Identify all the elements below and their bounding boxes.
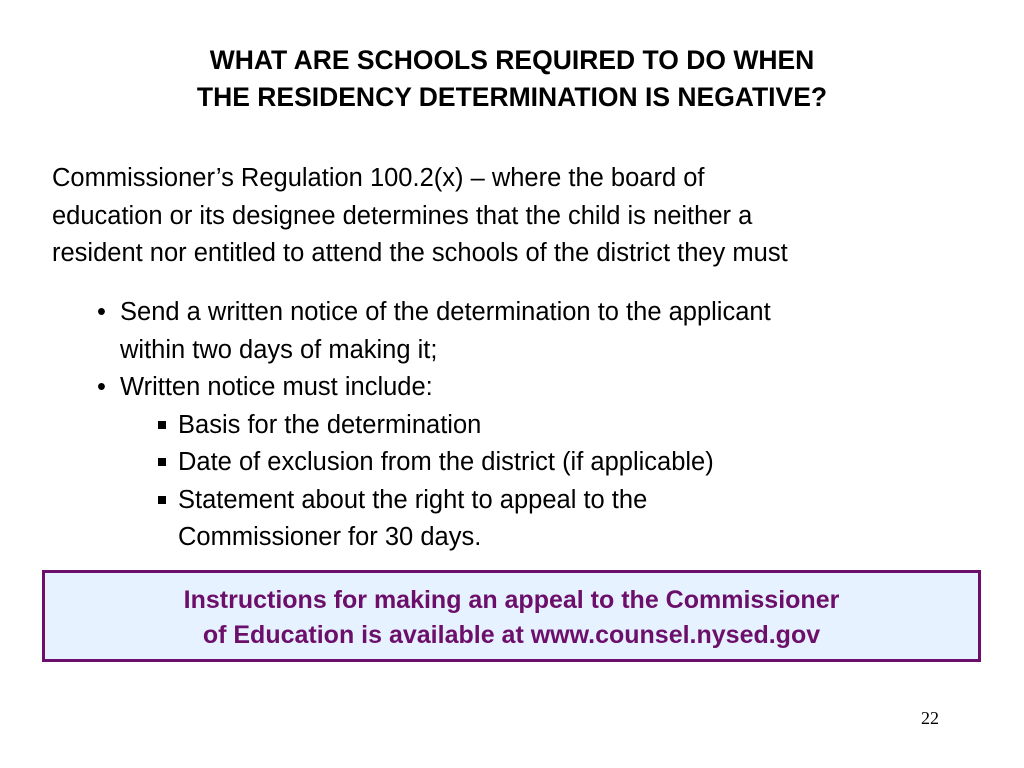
square-bullet-icon (158, 458, 166, 466)
slide-title-line: THE RESIDENCY DETERMINATION IS NEGATIVE? (196, 82, 828, 112)
slide-title (0, 42, 1024, 116)
bullet-item-notice-contents (0, 369, 1024, 407)
page-number: 22 (921, 708, 939, 728)
intro-paragraph (52, 160, 992, 273)
bullet-text-line: Written notice must include: (120, 373, 433, 401)
square-bullet-icon (158, 421, 166, 429)
sub-bullet-text-line: Commissioner for 30 days. (178, 523, 482, 551)
bullet-dot-icon: • (97, 298, 106, 326)
intro-line: resident nor entitled to attend the schools of the district they must (52, 239, 788, 267)
sub-bullet-list (0, 407, 1024, 557)
slide-title-line: WHAT ARE SCHOOLS REQUIRED TO DO WHEN (209, 45, 815, 75)
bullet-list (0, 294, 1024, 557)
callout-line: of Education is available at www.counsel.nysed.gov (202, 621, 821, 649)
sub-bullet-item-appeal-statement (120, 482, 1024, 557)
bullet-dot-icon: • (97, 373, 106, 401)
sub-bullet-text-line: Basis for the determination (178, 410, 482, 439)
bullet-text-line: within two days of making it; (120, 335, 438, 364)
bullet-text-line: Send a written notice of the determination to the applicant (120, 298, 771, 326)
sub-bullet-text-line: Date of exclusion from the district (if applicable) (178, 448, 714, 476)
intro-line: education or its designee determines that the child is neither a (52, 201, 753, 230)
sub-bullet-item-basis (120, 407, 1024, 445)
callout-line: Instructions for making an appeal to the Commissioner (183, 586, 840, 614)
bullet-item-send-notice (0, 294, 1024, 369)
sub-bullet-item-exclusion-date (120, 444, 1024, 482)
callout-box (42, 570, 981, 662)
square-bullet-icon (158, 496, 166, 504)
sub-bullet-group (0, 407, 1024, 557)
sub-bullet-text-line: Statement about the right to appeal to the (178, 485, 648, 514)
intro-line: Commissioner’s Regulation 100.2(x) – where the board of (52, 164, 705, 192)
